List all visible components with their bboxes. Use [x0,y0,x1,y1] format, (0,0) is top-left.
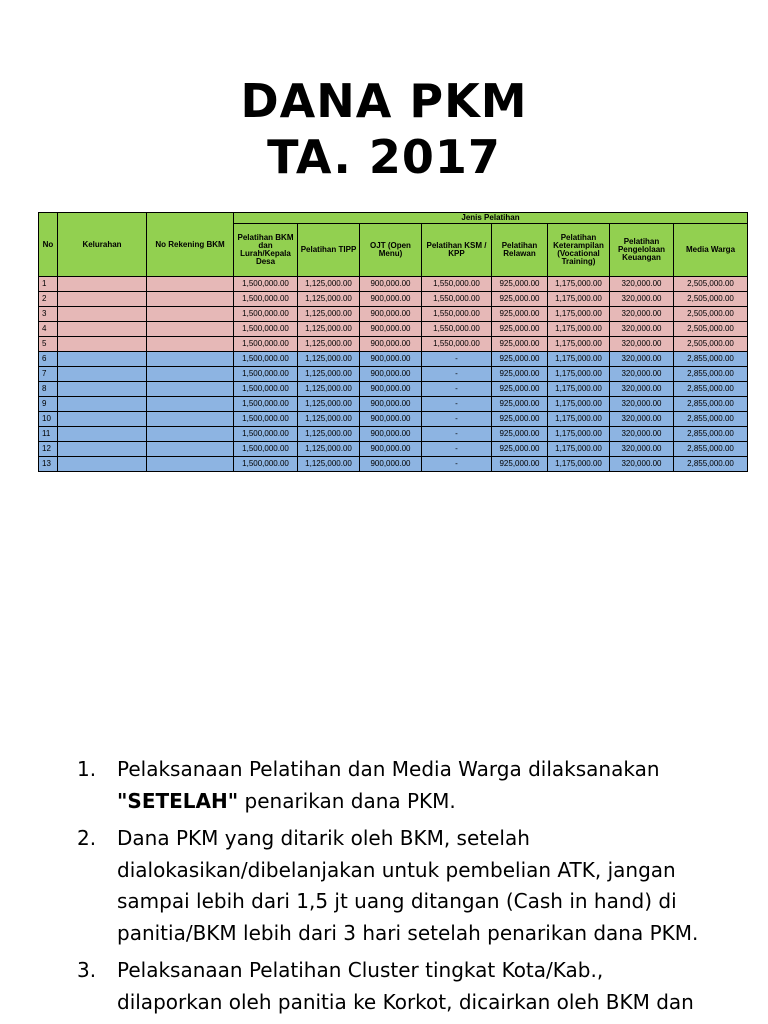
cell-amount: 1,125,000.00 [298,367,360,382]
cell-amount: 925,000.00 [492,412,548,427]
cell-amount: 1,175,000.00 [548,427,610,442]
table-row [39,457,748,472]
cell-amount: 2,505,000.00 [674,277,748,292]
cell-no: 3 [39,307,58,322]
cell-amount: 1,500,000.00 [234,307,298,322]
cell-amount: 320,000.00 [610,457,674,472]
cell-amount: 2,855,000.00 [674,382,748,397]
cell-amount: 925,000.00 [492,367,548,382]
cell-amount: 1,125,000.00 [298,457,360,472]
table-row [39,427,748,442]
cell-rekening [147,457,234,472]
cell-amount: - [422,367,492,382]
cell-kelurahan [58,277,147,292]
cell-rekening [147,352,234,367]
cell-amount: 1,500,000.00 [234,352,298,367]
cell-amount: 2,855,000.00 [674,412,748,427]
note-item [73,823,713,949]
header-jenis-pelatihan: Jenis Pelatihan [234,213,748,224]
cell-amount: 1,125,000.00 [298,292,360,307]
cell-amount: 1,500,000.00 [234,292,298,307]
cell-amount: 2,855,000.00 [674,457,748,472]
page-subtitle-year: TA. 2017 [267,130,501,184]
dana-pkm-table [38,212,748,472]
cell-amount: 1,550,000.00 [422,277,492,292]
cell-amount: 2,505,000.00 [674,322,748,337]
cell-amount: 900,000.00 [360,322,422,337]
cell-amount: 320,000.00 [610,382,674,397]
cell-amount: 900,000.00 [360,397,422,412]
cell-amount: 1,125,000.00 [298,382,360,397]
cell-amount: 1,500,000.00 [234,367,298,382]
cell-amount: 1,500,000.00 [234,382,298,397]
cell-rekening [147,292,234,307]
table-row [39,382,748,397]
cell-amount: - [422,442,492,457]
cell-amount: 320,000.00 [610,322,674,337]
cell-amount: 1,175,000.00 [548,442,610,457]
cell-amount: 1,175,000.00 [548,397,610,412]
cell-rekening [147,337,234,352]
cell-amount: 925,000.00 [492,307,548,322]
cell-amount: 320,000.00 [610,277,674,292]
cell-amount: 320,000.00 [610,427,674,442]
note-number: 1. [77,757,97,781]
note-text: Dana PKM yang ditarik oleh BKM, setelah dialokasikan/dibelanjakan untuk pembelian ATK, jangan sampai lebih dari 1,5 jt uang ditangan (Cash in hand) di panitia/BKM lebih dari 3 hari setelah penarikan dana PKM. [117,826,699,945]
cell-amount: 900,000.00 [360,382,422,397]
header-pelatihan-relawan: Pelatihan Relawan [492,224,548,277]
cell-amount: - [422,427,492,442]
cell-amount: 1,125,000.00 [298,397,360,412]
cell-no: 9 [39,397,58,412]
cell-amount: 1,125,000.00 [298,322,360,337]
header-pelatihan-keuangan: Pelatihan Pengelolaan Keuangan [610,224,674,277]
cell-amount: 900,000.00 [360,367,422,382]
cell-amount: 1,550,000.00 [422,292,492,307]
cell-amount: 320,000.00 [610,292,674,307]
note-text: Pelaksanaan Pelatihan Cluster tingkat Kota/Kab., dilaporkan oleh panitia ke Korkot, dicairkan oleh BKM dan [117,958,694,1014]
note-item [73,955,713,1018]
header-pelatihan-keterampilan: Pelatihan Keterampilan (Vocational Training) [548,224,610,277]
note-text: penarikan dana PKM. [238,788,456,813]
cell-no: 2 [39,292,58,307]
cell-rekening [147,322,234,337]
cell-amount: 1,125,000.00 [298,352,360,367]
cell-amount: 1,175,000.00 [548,307,610,322]
cell-amount: 1,125,000.00 [298,337,360,352]
table-row [39,367,748,382]
cell-kelurahan [58,382,147,397]
cell-kelurahan [58,457,147,472]
cell-amount: 1,550,000.00 [422,322,492,337]
note-emphasis: "SETELAH" [117,788,239,813]
cell-amount: 1,500,000.00 [234,442,298,457]
cell-amount: 2,505,000.00 [674,337,748,352]
cell-amount: 1,500,000.00 [234,412,298,427]
note-text: Pelaksanaan Pelatihan dan Media Warga dilaksanakan [117,757,660,781]
table-row [39,277,748,292]
cell-amount: 1,175,000.00 [548,382,610,397]
cell-amount: 1,550,000.00 [422,337,492,352]
cell-amount: 1,500,000.00 [234,337,298,352]
cell-amount: 925,000.00 [492,292,548,307]
cell-amount: 1,125,000.00 [298,277,360,292]
cell-amount: - [422,352,492,367]
cell-amount: 320,000.00 [610,367,674,382]
table-body [39,277,748,472]
cell-amount: 1,175,000.00 [548,337,610,352]
cell-kelurahan [58,352,147,367]
cell-amount: 900,000.00 [360,352,422,367]
cell-amount: 2,855,000.00 [674,352,748,367]
table-row [39,292,748,307]
cell-amount: 925,000.00 [492,337,548,352]
cell-no: 6 [39,352,58,367]
cell-kelurahan [58,367,147,382]
cell-amount: 925,000.00 [492,442,548,457]
cell-amount: 2,855,000.00 [674,397,748,412]
cell-no: 13 [39,457,58,472]
cell-no: 4 [39,322,58,337]
cell-amount: 1,125,000.00 [298,307,360,322]
cell-amount: 1,500,000.00 [234,397,298,412]
cell-amount: 925,000.00 [492,382,548,397]
cell-amount: 2,855,000.00 [674,442,748,457]
cell-rekening [147,412,234,427]
page-title: DANA PKM [240,74,528,128]
cell-no: 12 [39,442,58,457]
cell-amount: 320,000.00 [610,352,674,367]
cell-kelurahan [58,292,147,307]
cell-amount: 320,000.00 [610,337,674,352]
cell-amount: 1,125,000.00 [298,442,360,457]
cell-amount: - [422,397,492,412]
cell-amount: 900,000.00 [360,427,422,442]
table-row [39,412,748,427]
cell-kelurahan [58,307,147,322]
cell-rekening [147,367,234,382]
header-media-warga: Media Warga [674,224,748,277]
cell-no: 10 [39,412,58,427]
cell-kelurahan [58,442,147,457]
cell-amount: 320,000.00 [610,412,674,427]
cell-amount: - [422,457,492,472]
cell-amount: 925,000.00 [492,457,548,472]
cell-kelurahan [58,412,147,427]
cell-amount: 900,000.00 [360,292,422,307]
cell-no: 1 [39,277,58,292]
header-pelatihan-ksm: Pelatihan KSM / KPP [422,224,492,277]
cell-no: 8 [39,382,58,397]
cell-amount: 925,000.00 [492,427,548,442]
cell-rekening [147,277,234,292]
cell-amount: 1,125,000.00 [298,427,360,442]
cell-amount: 900,000.00 [360,277,422,292]
cell-amount: 900,000.00 [360,307,422,322]
cell-amount: - [422,382,492,397]
note-item [73,754,713,817]
note-number: 2. [77,826,97,850]
cell-amount: 925,000.00 [492,352,548,367]
cell-kelurahan [58,322,147,337]
cell-rekening [147,397,234,412]
note-number: 3. [77,958,97,982]
cell-rekening [147,307,234,322]
cell-amount: - [422,412,492,427]
cell-amount: 320,000.00 [610,397,674,412]
cell-amount: 925,000.00 [492,322,548,337]
header-no: No [39,213,58,277]
cell-amount: 2,505,000.00 [674,292,748,307]
cell-amount: 900,000.00 [360,412,422,427]
cell-amount: 1,500,000.00 [234,427,298,442]
cell-amount: 1,500,000.00 [234,322,298,337]
cell-amount: 1,175,000.00 [548,412,610,427]
cell-rekening [147,442,234,457]
cell-amount: 925,000.00 [492,277,548,292]
cell-amount: 1,175,000.00 [548,322,610,337]
cell-amount: 1,125,000.00 [298,412,360,427]
cell-amount: 900,000.00 [360,337,422,352]
header-pelatihan-tipp: Pelatihan TIPP [298,224,360,277]
cell-amount: 1,175,000.00 [548,367,610,382]
cell-rekening [147,427,234,442]
cell-kelurahan [58,427,147,442]
notes-list [73,754,713,1024]
table-row [39,397,748,412]
cell-amount: 1,500,000.00 [234,277,298,292]
cell-amount: 900,000.00 [360,442,422,457]
cell-amount: 1,550,000.00 [422,307,492,322]
cell-amount: 1,175,000.00 [548,352,610,367]
cell-amount: 320,000.00 [610,442,674,457]
cell-no: 5 [39,337,58,352]
table-row [39,337,748,352]
header-pelatihan-bkm: Pelatihan BKM dan Lurah/Kepala Desa [234,224,298,277]
cell-amount: 1,175,000.00 [548,457,610,472]
cell-kelurahan [58,337,147,352]
cell-rekening [147,382,234,397]
cell-amount: 320,000.00 [610,307,674,322]
cell-amount: 925,000.00 [492,397,548,412]
table-row [39,307,748,322]
header-kelurahan: Kelurahan [58,213,147,277]
header-rekening: No Rekening BKM [147,213,234,277]
cell-amount: 1,175,000.00 [548,277,610,292]
cell-amount: 1,175,000.00 [548,292,610,307]
cell-amount: 2,855,000.00 [674,427,748,442]
cell-amount: 1,500,000.00 [234,457,298,472]
header-ojt: OJT (Open Menu) [360,224,422,277]
cell-no: 11 [39,427,58,442]
table-row [39,322,748,337]
cell-no: 7 [39,367,58,382]
cell-kelurahan [58,397,147,412]
cell-amount: 900,000.00 [360,457,422,472]
table-row [39,442,748,457]
cell-amount: 2,855,000.00 [674,367,748,382]
cell-amount: 2,505,000.00 [674,307,748,322]
table-row [39,352,748,367]
